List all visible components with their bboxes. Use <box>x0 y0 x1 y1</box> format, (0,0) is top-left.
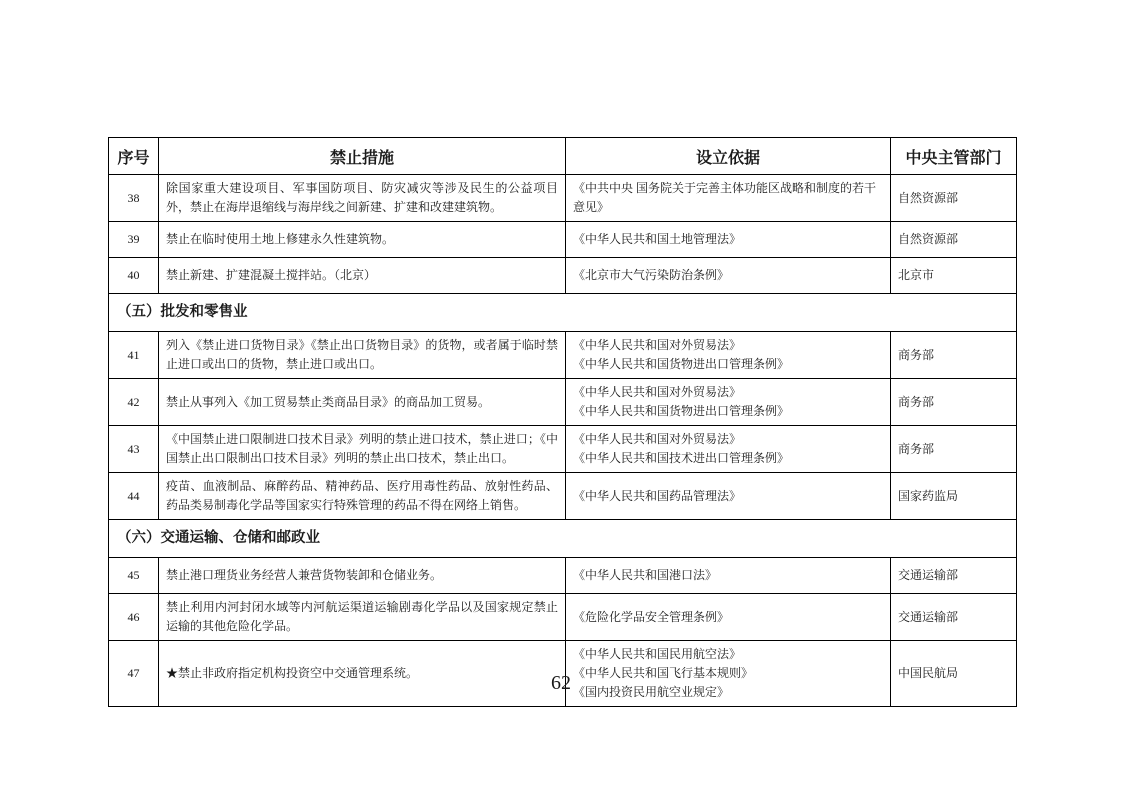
establishment-basis-cell <box>566 558 891 594</box>
basis-line: 《中华人民共和国港口法》 <box>573 568 718 582</box>
prohibited-measure-text: 除国家重大建设项目、军事国防项目、防灾减灾等涉及民生的公益项目外，禁止在海岸退缩线与海岸线之间新建、扩建和改建建筑物。 <box>159 175 566 222</box>
basis-line: 《危险化学品安全管理条例》 <box>573 609 730 624</box>
table-row <box>109 332 1017 379</box>
table-row <box>109 379 1017 426</box>
prohibited-measure-text: ★禁止非政府指定机构投资空中交通管理系统。 <box>159 641 566 707</box>
row-serial-number: 46 <box>109 594 159 641</box>
section-header-row <box>109 294 1017 332</box>
central-department: 商务部 <box>891 332 1017 379</box>
row-serial-number: 45 <box>109 558 159 594</box>
central-department: 国家药监局 <box>891 473 1017 520</box>
section-label: （五）批发和零售业 <box>109 294 1017 332</box>
prohibited-measure-text: 禁止新建、扩建混凝土搅拌站。（北京） <box>159 258 566 294</box>
establishment-basis-cell <box>566 426 891 473</box>
basis-line: 《中华人民共和国飞行基本规则》 <box>573 666 754 680</box>
establishment-basis-cell <box>566 175 891 222</box>
table-row <box>109 222 1017 258</box>
row-serial-number: 44 <box>109 473 159 520</box>
row-serial-number: 39 <box>109 222 159 258</box>
row-serial-number: 38 <box>109 175 159 222</box>
row-serial-number: 41 <box>109 332 159 379</box>
establishment-basis-cell <box>566 332 891 379</box>
prohibited-measure-text: 禁止港口理货业务经营人兼营货物装卸和仓储业务。 <box>159 558 566 594</box>
table-body <box>109 175 1017 707</box>
central-department: 交通运输部 <box>891 594 1017 641</box>
header-serial-number: 序号 <box>109 138 159 175</box>
table-row <box>109 558 1017 594</box>
basis-line: 《中华人民共和国货物进出口管理条例》 <box>573 404 790 418</box>
table-row <box>109 175 1017 222</box>
table-row <box>109 473 1017 520</box>
basis-line: 《中华人民共和国药品管理法》 <box>573 488 742 503</box>
basis-line: 《中共中央 国务院关于完善主体功能区战略和制度的若干意见》 <box>573 181 877 214</box>
basis-line: 《中华人民共和国土地管理法》 <box>573 232 742 246</box>
row-serial-number: 42 <box>109 379 159 426</box>
central-department: 商务部 <box>891 426 1017 473</box>
prohibited-measure-text: 禁止在临时使用土地上修建永久性建筑物。 <box>159 222 566 258</box>
central-department: 商务部 <box>891 379 1017 426</box>
central-department: 自然资源部 <box>891 222 1017 258</box>
central-department: 北京市 <box>891 258 1017 294</box>
basis-line: 《中华人民共和国对外贸易法》 <box>573 338 742 352</box>
central-department: 交通运输部 <box>891 558 1017 594</box>
header-prohibited-measure: 禁止措施 <box>159 138 566 175</box>
row-serial-number: 40 <box>109 258 159 294</box>
basis-line: 《中华人民共和国货物进出口管理条例》 <box>573 357 790 371</box>
table-row <box>109 594 1017 641</box>
basis-line: 《中华人民共和国技术进出口管理条例》 <box>573 451 790 465</box>
prohibited-measure-text: 禁止利用内河封闭水域等内河航运渠道运输剧毒化学品以及国家规定禁止运输的其他危险化学品。 <box>159 594 566 641</box>
section-header-row <box>109 520 1017 558</box>
prohibition-measures-table <box>108 137 1017 707</box>
prohibited-measure-text: 疫苗、血液制品、麻醉药品、精神药品、医疗用毒性药品、放射性药品、药品类易制毒化学品等国家实行特殊管理的药品不得在网络上销售。 <box>159 473 566 520</box>
central-department: 中国民航局 <box>891 641 1017 707</box>
basis-line: 《中华人民共和国对外贸易法》 <box>573 432 742 446</box>
header-central-department: 中央主管部门 <box>891 138 1017 175</box>
basis-line: 《国内投资民用航空业规定》 <box>573 685 730 699</box>
page-number: 62 <box>551 672 571 694</box>
establishment-basis-cell <box>566 258 891 294</box>
prohibited-measure-text: 《中国禁止进口限制进口技术目录》列明的禁止进口技术，禁止进口；《中国禁止出口限制出口技术目录》列明的禁止出口技术，禁止出口。 <box>159 426 566 473</box>
basis-line: 《中华人民共和国民用航空法》 <box>573 647 742 661</box>
prohibited-measure-text: 列入《禁止进口货物目录》《禁止出口货物目录》的货物，或者属于临时禁止进口或出口的货物，禁止进口或出口。 <box>159 332 566 379</box>
row-serial-number: 47 <box>109 641 159 707</box>
prohibited-measure-text: 禁止从事列入《加工贸易禁止类商品目录》的商品加工贸易。 <box>159 379 566 426</box>
establishment-basis-cell <box>566 594 891 641</box>
establishment-basis-cell <box>566 473 891 520</box>
establishment-basis-cell <box>566 222 891 258</box>
header-establishment-basis: 设立依据 <box>566 138 891 175</box>
row-serial-number: 43 <box>109 426 159 473</box>
section-label: （六）交通运输、仓储和邮政业 <box>109 520 1017 558</box>
central-department: 自然资源部 <box>891 175 1017 222</box>
establishment-basis-cell <box>566 379 891 426</box>
basis-line: 《中华人民共和国对外贸易法》 <box>573 385 742 399</box>
table-header-row <box>109 138 1017 175</box>
table-row <box>109 258 1017 294</box>
basis-line: 《北京市大气污染防治条例》 <box>573 268 730 282</box>
table-row <box>109 426 1017 473</box>
